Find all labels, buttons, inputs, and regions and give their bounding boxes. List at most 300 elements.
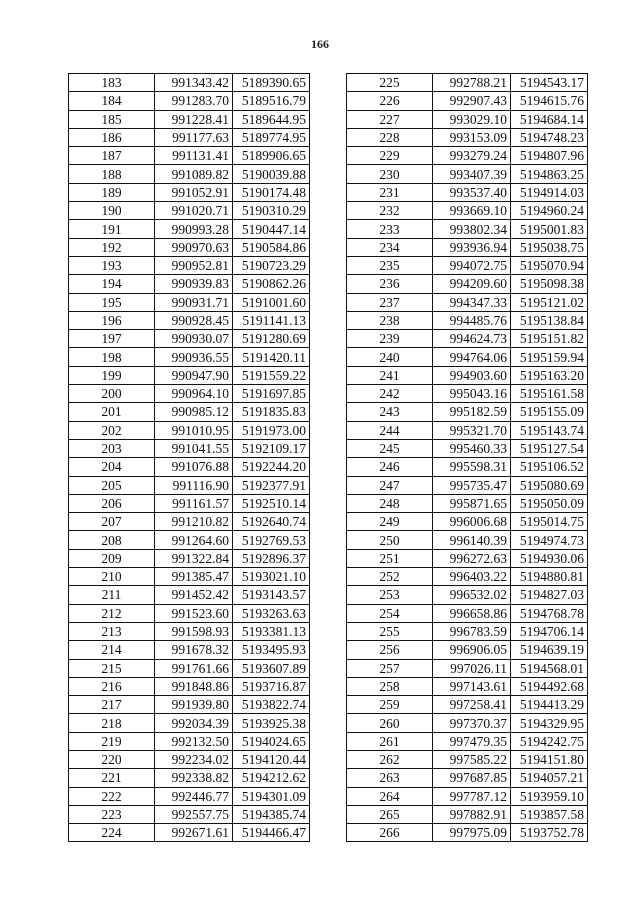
point-number-cell: 216 (69, 677, 155, 695)
table-row (347, 202, 588, 220)
y-coordinate-cell: 5193857.58 (511, 805, 588, 823)
x-coordinate-cell: 991283.70 (155, 92, 233, 110)
y-coordinate-cell: 5193381.13 (233, 622, 310, 640)
y-coordinate-cell: 5194768.78 (511, 604, 588, 622)
table-row (69, 421, 310, 439)
table-row (69, 513, 310, 531)
point-number-cell: 258 (347, 677, 433, 695)
x-coordinate-cell: 995321.70 (433, 421, 511, 439)
table-row (69, 293, 310, 311)
y-coordinate-cell: 5195106.52 (511, 458, 588, 476)
point-number-cell: 195 (69, 293, 155, 311)
y-coordinate-cell: 5195159.94 (511, 348, 588, 366)
x-coordinate-cell: 994072.75 (433, 256, 511, 274)
x-coordinate-cell: 991177.63 (155, 128, 233, 146)
point-number-cell: 223 (69, 805, 155, 823)
x-coordinate-cell: 991116.90 (155, 476, 233, 494)
point-number-cell: 191 (69, 220, 155, 238)
table-row (69, 641, 310, 659)
y-coordinate-cell: 5190174.48 (233, 183, 310, 201)
x-coordinate-cell: 991089.82 (155, 165, 233, 183)
point-number-cell: 205 (69, 476, 155, 494)
point-number-cell: 209 (69, 549, 155, 567)
point-number-cell: 227 (347, 110, 433, 128)
x-coordinate-cell: 992788.21 (433, 74, 511, 92)
point-number-cell: 257 (347, 659, 433, 677)
table-row (347, 824, 588, 842)
y-coordinate-cell: 5195127.54 (511, 439, 588, 457)
table-row (69, 787, 310, 805)
point-number-cell: 197 (69, 330, 155, 348)
x-coordinate-cell: 996140.39 (433, 531, 511, 549)
point-number-cell: 211 (69, 586, 155, 604)
table-row (347, 275, 588, 293)
x-coordinate-cell: 991161.57 (155, 494, 233, 512)
point-number-cell: 215 (69, 659, 155, 677)
table-row (347, 366, 588, 384)
table-row (347, 439, 588, 457)
y-coordinate-cell: 5195161.58 (511, 385, 588, 403)
x-coordinate-cell: 992671.61 (155, 824, 233, 842)
table-row (347, 714, 588, 732)
x-coordinate-cell: 996006.68 (433, 513, 511, 531)
point-number-cell: 245 (347, 439, 433, 457)
table-row (69, 568, 310, 586)
y-coordinate-cell: 5193021.10 (233, 568, 310, 586)
table-row (69, 732, 310, 750)
point-number-cell: 240 (347, 348, 433, 366)
table-row (347, 403, 588, 421)
point-number-cell: 243 (347, 403, 433, 421)
table-row (347, 787, 588, 805)
point-number-cell: 246 (347, 458, 433, 476)
y-coordinate-cell: 5193959.10 (511, 787, 588, 805)
table-row (347, 750, 588, 768)
table-row (347, 696, 588, 714)
table-row (347, 805, 588, 823)
y-coordinate-cell: 5190862.26 (233, 275, 310, 293)
table-row (347, 641, 588, 659)
x-coordinate-cell: 991678.32 (155, 641, 233, 659)
y-coordinate-cell: 5189906.65 (233, 147, 310, 165)
table-row (69, 366, 310, 384)
table-row (69, 805, 310, 823)
x-coordinate-cell: 993279.24 (433, 147, 511, 165)
point-number-cell: 225 (347, 74, 433, 92)
point-number-cell: 247 (347, 476, 433, 494)
y-coordinate-cell: 5194492.68 (511, 677, 588, 695)
table-row (69, 385, 310, 403)
x-coordinate-cell: 994347.33 (433, 293, 511, 311)
y-coordinate-cell: 5191001.60 (233, 293, 310, 311)
x-coordinate-cell: 995182.59 (433, 403, 511, 421)
x-coordinate-cell: 992034.39 (155, 714, 233, 732)
table-row (69, 348, 310, 366)
table-row (69, 439, 310, 457)
coordinates-table-right (346, 73, 588, 842)
point-number-cell: 219 (69, 732, 155, 750)
point-number-cell: 261 (347, 732, 433, 750)
table-row (347, 385, 588, 403)
x-coordinate-cell: 992234.02 (155, 750, 233, 768)
point-number-cell: 217 (69, 696, 155, 714)
point-number-cell: 228 (347, 128, 433, 146)
x-coordinate-cell: 994903.60 (433, 366, 511, 384)
y-coordinate-cell: 5195155.09 (511, 403, 588, 421)
point-number-cell: 260 (347, 714, 433, 732)
table-row (347, 458, 588, 476)
table-row (347, 220, 588, 238)
x-coordinate-cell: 993407.39 (433, 165, 511, 183)
x-coordinate-cell: 991041.55 (155, 439, 233, 457)
y-coordinate-cell: 5195080.69 (511, 476, 588, 494)
table-row (69, 696, 310, 714)
y-coordinate-cell: 5193607.89 (233, 659, 310, 677)
table-row (69, 714, 310, 732)
y-coordinate-cell: 5191697.85 (233, 385, 310, 403)
table-row (347, 110, 588, 128)
y-coordinate-cell: 5194543.17 (511, 74, 588, 92)
x-coordinate-cell: 990931.71 (155, 293, 233, 311)
table-row (69, 604, 310, 622)
point-number-cell: 235 (347, 256, 433, 274)
y-coordinate-cell: 5195038.75 (511, 238, 588, 256)
y-coordinate-cell: 5189390.65 (233, 74, 310, 92)
point-number-cell: 242 (347, 385, 433, 403)
point-number-cell: 241 (347, 366, 433, 384)
y-coordinate-cell: 5194329.95 (511, 714, 588, 732)
x-coordinate-cell: 997585.22 (433, 750, 511, 768)
table-row (69, 769, 310, 787)
point-number-cell: 251 (347, 549, 433, 567)
x-coordinate-cell: 994209.60 (433, 275, 511, 293)
y-coordinate-cell: 5195050.09 (511, 494, 588, 512)
x-coordinate-cell: 997687.85 (433, 769, 511, 787)
x-coordinate-cell: 990993.28 (155, 220, 233, 238)
y-coordinate-cell: 5195143.74 (511, 421, 588, 439)
point-number-cell: 237 (347, 293, 433, 311)
x-coordinate-cell: 992907.43 (433, 92, 511, 110)
table-row (69, 549, 310, 567)
y-coordinate-cell: 5193263.63 (233, 604, 310, 622)
x-coordinate-cell: 991131.41 (155, 147, 233, 165)
point-number-cell: 202 (69, 421, 155, 439)
y-coordinate-cell: 5194880.81 (511, 568, 588, 586)
table-row (69, 92, 310, 110)
x-coordinate-cell: 995735.47 (433, 476, 511, 494)
table-row (347, 622, 588, 640)
table-row (69, 311, 310, 329)
table-row (69, 458, 310, 476)
point-number-cell: 232 (347, 202, 433, 220)
x-coordinate-cell: 995871.65 (433, 494, 511, 512)
point-number-cell: 248 (347, 494, 433, 512)
point-number-cell: 213 (69, 622, 155, 640)
x-coordinate-cell: 994764.06 (433, 348, 511, 366)
page-number: 166 (311, 37, 329, 51)
y-coordinate-cell: 5194863.25 (511, 165, 588, 183)
y-coordinate-cell: 5192510.14 (233, 494, 310, 512)
point-number-cell: 233 (347, 220, 433, 238)
x-coordinate-cell: 991761.66 (155, 659, 233, 677)
table-row (347, 494, 588, 512)
point-number-cell: 198 (69, 348, 155, 366)
table-row (347, 256, 588, 274)
x-coordinate-cell: 995043.16 (433, 385, 511, 403)
table-row (69, 750, 310, 768)
y-coordinate-cell: 5195070.94 (511, 256, 588, 274)
point-number-cell: 187 (69, 147, 155, 165)
x-coordinate-cell: 991210.82 (155, 513, 233, 531)
x-coordinate-cell: 990964.10 (155, 385, 233, 403)
coordinates-table-left (68, 73, 310, 842)
y-coordinate-cell: 5193143.57 (233, 586, 310, 604)
x-coordinate-cell: 991228.41 (155, 110, 233, 128)
point-number-cell: 221 (69, 769, 155, 787)
x-coordinate-cell: 990952.81 (155, 256, 233, 274)
point-number-cell: 229 (347, 147, 433, 165)
point-number-cell: 259 (347, 696, 433, 714)
point-number-cell: 264 (347, 787, 433, 805)
table-row (347, 604, 588, 622)
x-coordinate-cell: 990970.63 (155, 238, 233, 256)
y-coordinate-cell: 5194057.21 (511, 769, 588, 787)
point-number-cell: 220 (69, 750, 155, 768)
table-row (347, 165, 588, 183)
x-coordinate-cell: 995460.33 (433, 439, 511, 457)
table-row (69, 238, 310, 256)
point-number-cell: 255 (347, 622, 433, 640)
y-coordinate-cell: 5193495.93 (233, 641, 310, 659)
table-row (69, 622, 310, 640)
x-coordinate-cell: 993802.34 (433, 220, 511, 238)
x-coordinate-cell: 993936.94 (433, 238, 511, 256)
x-coordinate-cell: 993669.10 (433, 202, 511, 220)
y-coordinate-cell: 5194413.29 (511, 696, 588, 714)
table-row (347, 330, 588, 348)
x-coordinate-cell: 997975.09 (433, 824, 511, 842)
table-row (69, 110, 310, 128)
x-coordinate-cell: 991598.93 (155, 622, 233, 640)
table-row (69, 531, 310, 549)
table-row (347, 586, 588, 604)
x-coordinate-cell: 993029.10 (433, 110, 511, 128)
table-row (69, 275, 310, 293)
x-coordinate-cell: 991020.71 (155, 202, 233, 220)
y-coordinate-cell: 5192109.17 (233, 439, 310, 457)
table-row (69, 256, 310, 274)
point-number-cell: 203 (69, 439, 155, 457)
point-number-cell: 226 (347, 92, 433, 110)
point-number-cell: 234 (347, 238, 433, 256)
point-number-cell: 201 (69, 403, 155, 421)
y-coordinate-cell: 5191559.22 (233, 366, 310, 384)
y-coordinate-cell: 5194639.19 (511, 641, 588, 659)
table-row (69, 403, 310, 421)
point-number-cell: 190 (69, 202, 155, 220)
point-number-cell: 214 (69, 641, 155, 659)
y-coordinate-cell: 5190723.29 (233, 256, 310, 274)
y-coordinate-cell: 5195014.75 (511, 513, 588, 531)
table-row (69, 202, 310, 220)
table-row (347, 476, 588, 494)
x-coordinate-cell: 994624.73 (433, 330, 511, 348)
point-number-cell: 263 (347, 769, 433, 787)
table-row (69, 824, 310, 842)
table-row (347, 348, 588, 366)
x-coordinate-cell: 990985.12 (155, 403, 233, 421)
y-coordinate-cell: 5190310.29 (233, 202, 310, 220)
table-row (347, 769, 588, 787)
point-number-cell: 238 (347, 311, 433, 329)
x-coordinate-cell: 992446.77 (155, 787, 233, 805)
x-coordinate-cell: 991052.91 (155, 183, 233, 201)
table-row (69, 220, 310, 238)
point-number-cell: 266 (347, 824, 433, 842)
y-coordinate-cell: 5193716.87 (233, 677, 310, 695)
x-coordinate-cell: 996272.63 (433, 549, 511, 567)
point-number-cell: 236 (347, 275, 433, 293)
x-coordinate-cell: 995598.31 (433, 458, 511, 476)
y-coordinate-cell: 5194151.80 (511, 750, 588, 768)
x-coordinate-cell: 992338.82 (155, 769, 233, 787)
point-number-cell: 210 (69, 568, 155, 586)
point-number-cell: 212 (69, 604, 155, 622)
y-coordinate-cell: 5194301.09 (233, 787, 310, 805)
x-coordinate-cell: 996906.05 (433, 641, 511, 659)
point-number-cell: 186 (69, 128, 155, 146)
point-number-cell: 204 (69, 458, 155, 476)
y-coordinate-cell: 5194974.73 (511, 531, 588, 549)
point-number-cell: 208 (69, 531, 155, 549)
table-row (347, 732, 588, 750)
table-row (347, 549, 588, 567)
x-coordinate-cell: 997258.41 (433, 696, 511, 714)
x-coordinate-cell: 991343.42 (155, 74, 233, 92)
x-coordinate-cell: 991322.84 (155, 549, 233, 567)
y-coordinate-cell: 5191280.69 (233, 330, 310, 348)
y-coordinate-cell: 5191141.13 (233, 311, 310, 329)
point-number-cell: 250 (347, 531, 433, 549)
table-row (347, 677, 588, 695)
table-row (69, 476, 310, 494)
table-row (347, 659, 588, 677)
table-row (69, 74, 310, 92)
point-number-cell: 218 (69, 714, 155, 732)
y-coordinate-cell: 5192377.91 (233, 476, 310, 494)
y-coordinate-cell: 5191835.83 (233, 403, 310, 421)
x-coordinate-cell: 992132.50 (155, 732, 233, 750)
y-coordinate-cell: 5191973.00 (233, 421, 310, 439)
y-coordinate-cell: 5194024.65 (233, 732, 310, 750)
table-row (347, 568, 588, 586)
x-coordinate-cell: 990939.83 (155, 275, 233, 293)
point-number-cell: 196 (69, 311, 155, 329)
y-coordinate-cell: 5189516.79 (233, 92, 310, 110)
table-row (347, 183, 588, 201)
x-coordinate-cell: 991076.88 (155, 458, 233, 476)
table-row (69, 330, 310, 348)
x-coordinate-cell: 991010.95 (155, 421, 233, 439)
x-coordinate-cell: 997479.35 (433, 732, 511, 750)
point-number-cell: 231 (347, 183, 433, 201)
y-coordinate-cell: 5195151.82 (511, 330, 588, 348)
table-row (347, 128, 588, 146)
y-coordinate-cell: 5190447.14 (233, 220, 310, 238)
point-number-cell: 183 (69, 74, 155, 92)
x-coordinate-cell: 991385.47 (155, 568, 233, 586)
point-number-cell: 254 (347, 604, 433, 622)
y-coordinate-cell: 5194914.03 (511, 183, 588, 201)
x-coordinate-cell: 994485.76 (433, 311, 511, 329)
point-number-cell: 189 (69, 183, 155, 201)
y-coordinate-cell: 5195138.84 (511, 311, 588, 329)
y-coordinate-cell: 5194466.47 (233, 824, 310, 842)
x-coordinate-cell: 997882.91 (433, 805, 511, 823)
y-coordinate-cell: 5192896.37 (233, 549, 310, 567)
point-number-cell: 244 (347, 421, 433, 439)
point-number-cell: 256 (347, 641, 433, 659)
table-row (347, 421, 588, 439)
y-coordinate-cell: 5195163.20 (511, 366, 588, 384)
x-coordinate-cell: 991848.86 (155, 677, 233, 695)
y-coordinate-cell: 5195001.83 (511, 220, 588, 238)
point-number-cell: 194 (69, 275, 155, 293)
y-coordinate-cell: 5194706.14 (511, 622, 588, 640)
x-coordinate-cell: 996658.86 (433, 604, 511, 622)
y-coordinate-cell: 5194120.44 (233, 750, 310, 768)
point-number-cell: 265 (347, 805, 433, 823)
y-coordinate-cell: 5189644.95 (233, 110, 310, 128)
table-row (347, 311, 588, 329)
table-row (69, 494, 310, 512)
y-coordinate-cell: 5194242.75 (511, 732, 588, 750)
point-number-cell: 239 (347, 330, 433, 348)
x-coordinate-cell: 991523.60 (155, 604, 233, 622)
x-coordinate-cell: 991264.60 (155, 531, 233, 549)
point-number-cell: 200 (69, 385, 155, 403)
y-coordinate-cell: 5192244.20 (233, 458, 310, 476)
y-coordinate-cell: 5190584.86 (233, 238, 310, 256)
x-coordinate-cell: 997026.11 (433, 659, 511, 677)
point-number-cell: 193 (69, 256, 155, 274)
point-number-cell: 262 (347, 750, 433, 768)
table-row (347, 531, 588, 549)
point-number-cell: 224 (69, 824, 155, 842)
x-coordinate-cell: 997787.12 (433, 787, 511, 805)
table-row (347, 92, 588, 110)
y-coordinate-cell: 5192640.74 (233, 513, 310, 531)
y-coordinate-cell: 5193925.38 (233, 714, 310, 732)
table-row (347, 147, 588, 165)
table-row (69, 586, 310, 604)
y-coordinate-cell: 5194684.14 (511, 110, 588, 128)
point-number-cell: 184 (69, 92, 155, 110)
x-coordinate-cell: 991452.42 (155, 586, 233, 604)
x-coordinate-cell: 992557.75 (155, 805, 233, 823)
x-coordinate-cell: 996532.02 (433, 586, 511, 604)
table-row (69, 128, 310, 146)
point-number-cell: 207 (69, 513, 155, 531)
y-coordinate-cell: 5194385.74 (233, 805, 310, 823)
y-coordinate-cell: 5193822.74 (233, 696, 310, 714)
y-coordinate-cell: 5195098.38 (511, 275, 588, 293)
x-coordinate-cell: 991939.80 (155, 696, 233, 714)
point-number-cell: 192 (69, 238, 155, 256)
point-number-cell: 230 (347, 165, 433, 183)
y-coordinate-cell: 5191420.11 (233, 348, 310, 366)
x-coordinate-cell: 996403.22 (433, 568, 511, 586)
